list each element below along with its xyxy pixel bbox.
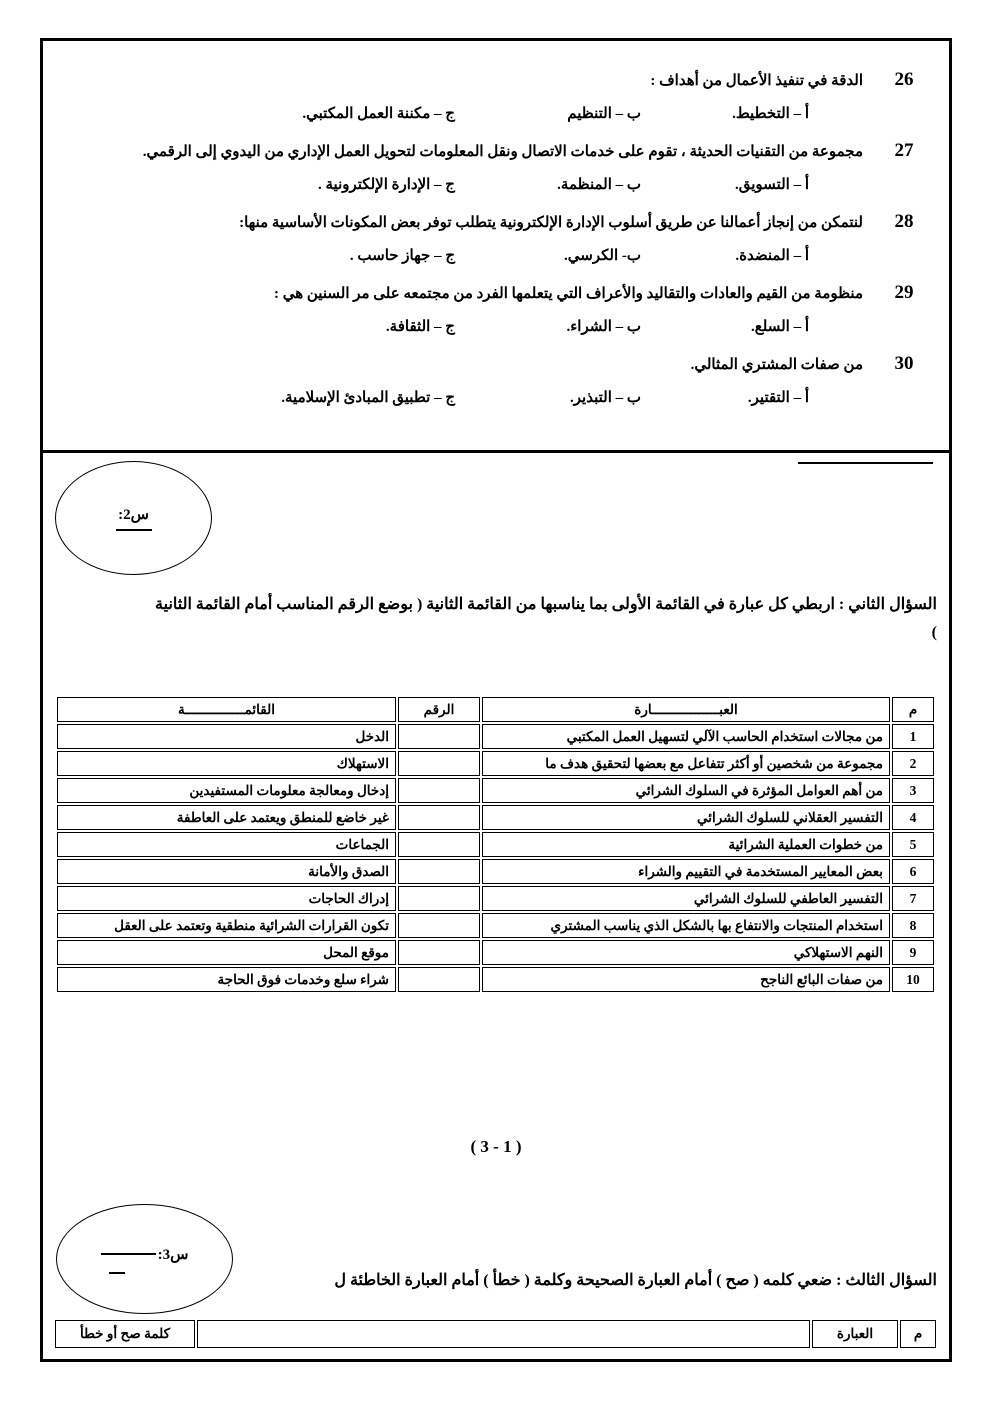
mcq-section — [43, 41, 949, 424]
row-list-item: الاستهلاك — [57, 751, 396, 776]
question2-instruction — [58, 591, 937, 647]
answer-number-cell[interactable] — [398, 886, 480, 911]
tf-header-m: م — [900, 1320, 936, 1348]
option-b: ب – الشراء. — [566, 319, 641, 335]
row-statement: التفسير العقلاني للسلوك الشرائي — [482, 805, 890, 830]
answer-number-cell[interactable] — [398, 724, 480, 749]
header-statement: العبـــــــــــــــــارة — [482, 697, 890, 722]
row-statement: من صفات البائع الناجح — [482, 967, 890, 992]
header-m: م — [892, 697, 934, 722]
table-row — [57, 724, 934, 749]
page-number-text: ( 3 - 1 ) — [470, 1137, 522, 1156]
page-frame — [40, 38, 952, 1362]
question-number: 29 — [894, 282, 914, 303]
row-list-item: إدخال ومعالجة معلومات المستفيدين — [57, 778, 396, 803]
question-number: 28 — [894, 211, 914, 232]
badge-dash-line — [101, 1253, 156, 1255]
row-index: 5 — [892, 832, 934, 857]
question3-instruction: السؤال الثالث : ضعي كلمه ( صح ) أمام العبارة الصحيحة وكلمة ( خطأ ) أمام العبارة الخاطئة ل — [334, 1272, 937, 1289]
option-a: أ – السلع. — [751, 319, 809, 335]
question-text: مجموعة من التقنيات الحديثة ، تقوم على خدمات الاتصال ونقل المعلومات لتحويل العمل الإداري من اليدوي إلى الرقمي. — [142, 144, 863, 160]
answer-number-cell[interactable] — [398, 751, 480, 776]
question2-badge-label: س2: — [118, 507, 149, 523]
row-statement: من أهم العوامل المؤثرة في السلوك الشرائي — [482, 778, 890, 803]
row-list-item: إدراك الحاجات — [57, 886, 396, 911]
option-b: ب – التبذير. — [570, 390, 641, 406]
option-a: أ – التخطيط. — [732, 106, 809, 122]
row-statement: من مجالات استخدام الحاسب الآلي لتسهيل العمل المكتبي — [482, 724, 890, 749]
question3-badge — [56, 1204, 233, 1314]
header-number: الرقم — [398, 697, 480, 722]
option-b: ب – التنظيم — [567, 106, 641, 122]
table-row — [57, 805, 934, 830]
row-statement: مجموعة من شخصين أو أكثر تتفاعل مع بعضها لتحقيق هدف ما — [482, 751, 890, 776]
question-26 — [53, 69, 945, 125]
option-c: ج – تطبيق المبادئ الإسلامية. — [281, 390, 455, 406]
row-index: 4 — [892, 805, 934, 830]
option-a: أ – التسويق. — [735, 177, 809, 193]
question-text: الدقة في تنفيذ الأعمال من أهداف : — [650, 73, 863, 89]
answer-number-cell[interactable] — [398, 832, 480, 857]
question-29 — [53, 282, 945, 338]
row-index: 6 — [892, 859, 934, 884]
question-27 — [53, 140, 945, 196]
question-text: من صفات المشتري المثالي. — [690, 357, 863, 373]
row-list-item: الدخل — [57, 724, 396, 749]
row-list-item: الصدق والأمانة — [57, 859, 396, 884]
answer-number-cell[interactable] — [398, 940, 480, 965]
table-row — [57, 832, 934, 857]
badge-short-dash — [109, 1272, 125, 1274]
row-index: 3 — [892, 778, 934, 803]
option-c: ج – مكننة العمل المكتبي. — [302, 106, 455, 122]
true-false-table — [55, 1320, 936, 1348]
answer-number-cell[interactable] — [398, 913, 480, 938]
option-a: أ – التقتير. — [747, 390, 809, 406]
row-index: 2 — [892, 751, 934, 776]
option-b: ب- الكرسي. — [564, 248, 641, 264]
section-divider — [43, 450, 949, 453]
question-30 — [53, 353, 945, 409]
table-row — [57, 859, 934, 884]
option-c: ج – جهاز حاسب . — [349, 248, 455, 264]
row-list-item: موقع المحل — [57, 940, 396, 965]
table-row — [57, 967, 934, 992]
answer-number-cell[interactable] — [398, 805, 480, 830]
row-list-item: شراء سلع وخدمات فوق الحاجة — [57, 967, 396, 992]
option-c: ج – الثقافة. — [385, 319, 455, 335]
question3-badge-label: س3: — [157, 1246, 189, 1263]
row-list-item: تكون القرارات الشرائية منطقية وتعتمد على العقل — [57, 913, 396, 938]
row-statement: النهم الاستهلاكي — [482, 940, 890, 965]
option-b: ب – المنظمة. — [557, 177, 641, 193]
row-statement: استخدام المنتجات والانتفاع بها بالشكل الذي يناسب المشتري — [482, 913, 890, 938]
table-row — [57, 751, 934, 776]
row-statement: بعض المعايير المستخدمة في التقييم والشراء — [482, 859, 890, 884]
header-list: القائمـــــــــــــــة — [57, 697, 396, 722]
matching-table — [55, 695, 936, 994]
answer-number-cell[interactable] — [398, 967, 480, 992]
table-row — [57, 940, 934, 965]
page-number — [43, 1137, 949, 1157]
question2-badge — [55, 461, 212, 575]
question-number: 26 — [894, 69, 914, 90]
table-row — [57, 778, 934, 803]
question-text: منظومة من القيم والعادات والتقاليد والأعراف التي يتعلمها الفرد من مجتمعه على مر السنين هي : — [273, 286, 863, 302]
question2-instruction-line2: ) — [931, 624, 937, 641]
row-index: 7 — [892, 886, 934, 911]
top-right-line — [798, 462, 933, 464]
row-index: 8 — [892, 913, 934, 938]
question-number: 27 — [894, 140, 914, 161]
row-list-item: الجماعات — [57, 832, 396, 857]
tf-statement-space[interactable] — [197, 1320, 810, 1348]
row-list-item: غير خاضع للمنطق ويعتمد على العاطفة — [57, 805, 396, 830]
row-statement: التفسير العاطفي للسلوك الشرائي — [482, 886, 890, 911]
badge-underline — [116, 529, 152, 531]
table-row — [57, 913, 934, 938]
table-header-row — [57, 697, 934, 722]
row-index: 1 — [892, 724, 934, 749]
question-number: 30 — [894, 353, 914, 374]
answer-number-cell[interactable] — [398, 859, 480, 884]
row-statement: من خطوات العملية الشرائية — [482, 832, 890, 857]
option-c: ج – الإدارة الإلكترونية . — [318, 177, 455, 193]
question-28 — [53, 211, 945, 267]
tf-header-answer: كلمة صح أو خطأ — [55, 1320, 195, 1348]
answer-number-cell[interactable] — [398, 778, 480, 803]
row-index: 9 — [892, 940, 934, 965]
option-a: أ – المنضدة. — [735, 248, 809, 264]
question2-instruction-line1: السؤال الثاني : اربطي كل عبارة في القائمة الأولى بما يناسبها من القائمة الثانية ( بوضع الرقم المناسب أمام القائمة الثانية — [155, 596, 937, 613]
tf-header-statement: العبارة — [812, 1320, 898, 1348]
row-index: 10 — [892, 967, 934, 992]
table-row — [57, 886, 934, 911]
question-text: لنتمكن من إنجاز أعمالنا عن طريق أسلوب الإدارة الإلكترونية يتطلب توفر بعض المكونات الأساسية منها: — [239, 215, 863, 231]
